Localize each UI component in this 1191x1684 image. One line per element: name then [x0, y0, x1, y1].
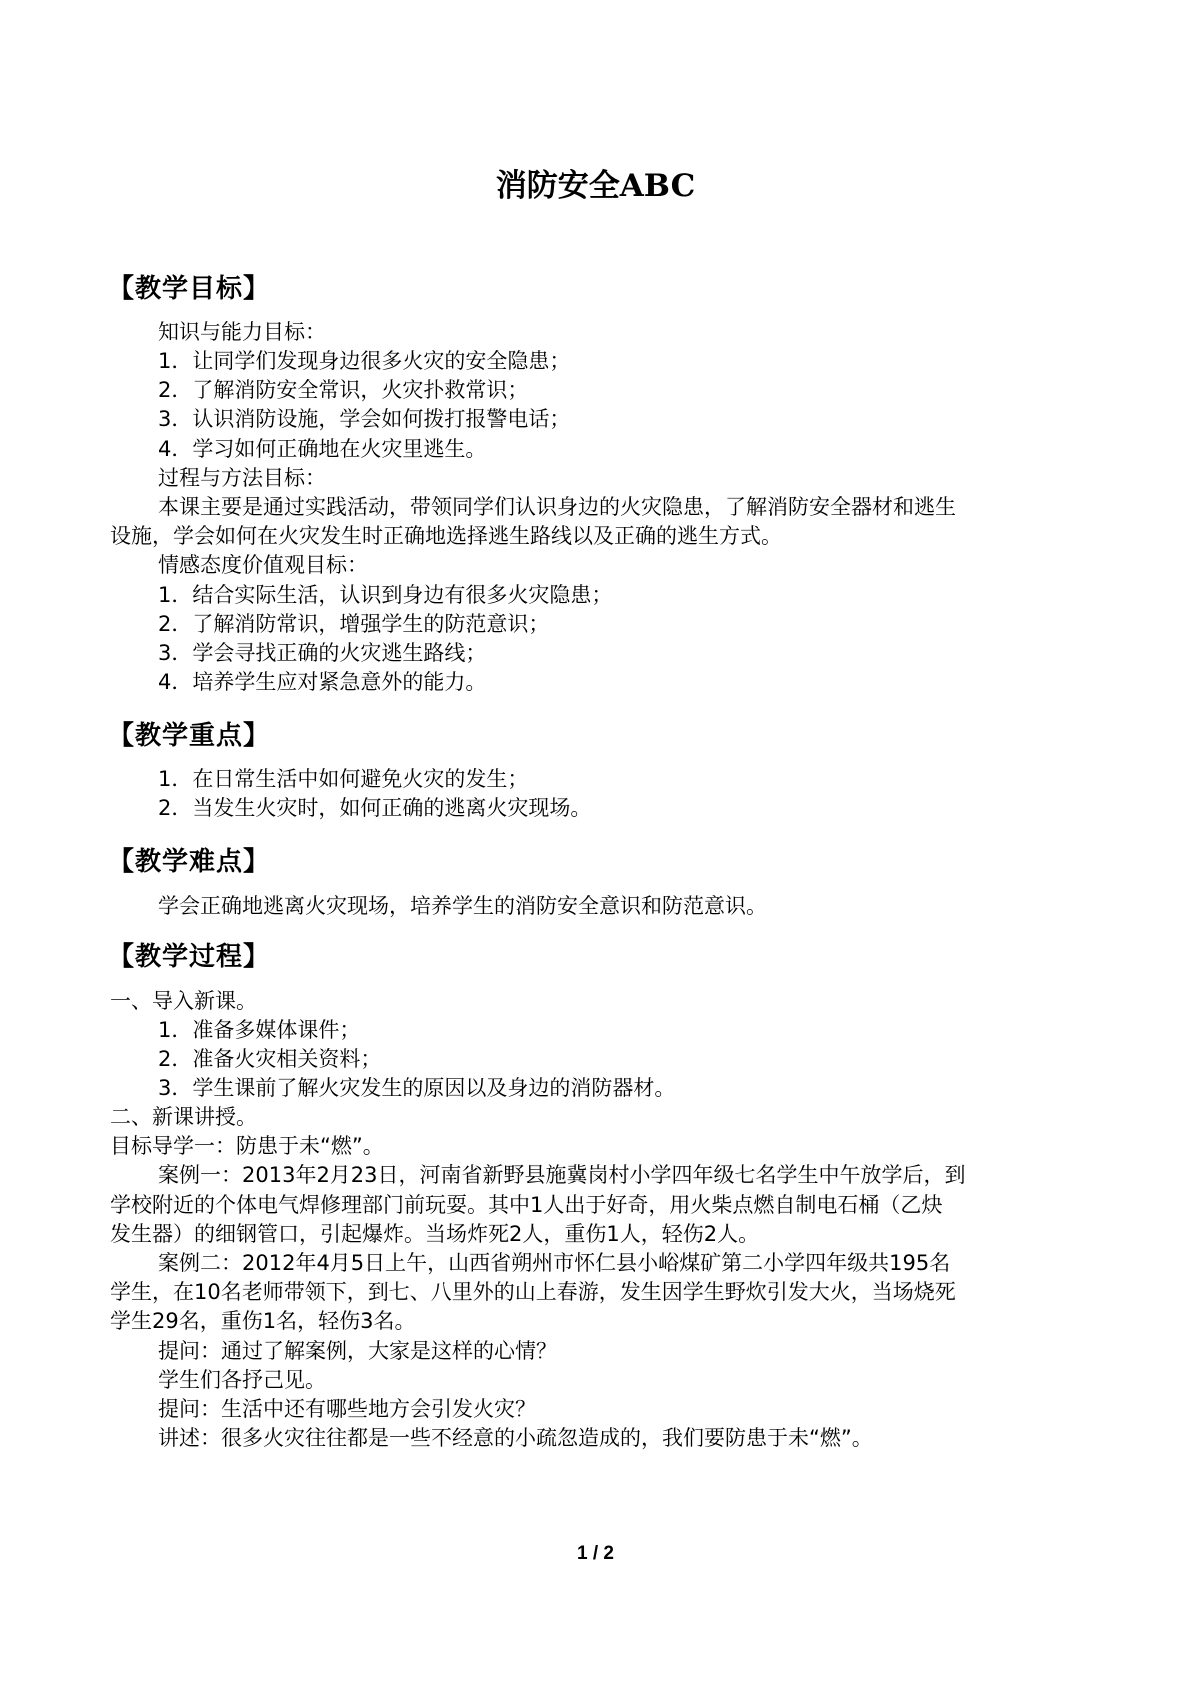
paragraph-line: 4．培养学生应对紧急意外的能力。 [158, 670, 487, 694]
paragraph-line: 4．学习如何正确地在火灾里逃生。 [158, 437, 487, 461]
paragraph-line: 1．在日常生活中如何避免火灾的发生； [158, 767, 529, 791]
paragraph-line: 设施，学会如何在火灾发生时正确地选择逃生路线以及正确的逃生方式。 [110, 524, 782, 548]
paragraph-line: 1．让同学们发现身边很多火灾的安全隐患； [158, 349, 571, 373]
paragraph-line: 2．了解消防安全常识，火灾扑救常识； [158, 378, 529, 402]
paragraph-line: 案例二：2012年4月5日上午，山西省朔州市怀仁县小峪煤矿第二小学四年级共195名 [158, 1251, 951, 1275]
paragraph-line: 一、导入新课。 [110, 989, 257, 1013]
section-heading-goals: 【教学目标】 [108, 274, 271, 304]
paragraph-line: 学校附近的个体电气焊修理部门前玩耍。其中1人出于好奇，用火柴点燃自制电石桶（乙炔 [110, 1193, 943, 1217]
paragraph-line: 讲述：很多火灾往往都是一些不经意的小疏忽造成的，我们要防患于未“燃”。 [158, 1426, 873, 1450]
paragraph-line: 二、新课讲授。 [110, 1105, 257, 1129]
paragraph-line: 1．结合实际生活，认识到身边有很多火灾隐患； [158, 583, 613, 607]
paragraph-line: 情感态度价值观目标： [158, 553, 368, 577]
section-heading-focus: 【教学重点】 [108, 721, 271, 751]
paragraph-line: 发生器）的细钢管口，引起爆炸。当场炸死2人，重伤1人，轻伤2人。 [110, 1222, 760, 1246]
paragraph-line: 学生们各抒己见。 [158, 1368, 326, 1392]
paragraph-line: 提问：生活中还有哪些地方会引发火灾？ [158, 1397, 536, 1421]
paragraph-line: 本课主要是通过实践活动，带领同学们认识身边的火灾隐患，了解消防安全器材和逃生 [158, 495, 956, 519]
section-heading-difficulty: 【教学难点】 [108, 847, 271, 877]
paragraph-line: 2．当发生火灾时，如何正确的逃离火灾现场。 [158, 796, 592, 820]
paragraph-line: 学会正确地逃离火灾现场，培养学生的消防安全意识和防范意识。 [158, 894, 767, 918]
paragraph-line: 提问：通过了解案例，大家是这样的心情？ [158, 1339, 557, 1363]
paragraph-line: 2．了解消防常识，增强学生的防范意识； [158, 612, 550, 636]
paragraph-line: 2．准备火灾相关资料； [158, 1047, 382, 1071]
paragraph-line: 3．学会寻找正确的火灾逃生路线； [158, 641, 487, 665]
document-title: 消防安全ABC [495, 168, 696, 204]
paragraph-line: 目标导学一：防患于未“燃”。 [110, 1134, 384, 1158]
paragraph-line: 学生29名，重伤1名，轻伤3名。 [110, 1309, 416, 1333]
paragraph-line: 学生，在10名老师带领下，到七、八里外的山上春游，发生因学生野炊引发大火，当场烧死 [110, 1280, 956, 1304]
paragraph-line: 3．认识消防设施，学会如何拨打报警电话； [158, 407, 571, 431]
paragraph-line: 3．学生课前了解火灾发生的原因以及身边的消防器材。 [158, 1076, 676, 1100]
page-number: 1 / 2 [577, 1543, 614, 1564]
paragraph-line: 知识与能力目标： [158, 320, 326, 344]
paragraph-line: 过程与方法目标： [158, 466, 326, 490]
section-heading-process: 【教学过程】 [108, 942, 271, 972]
paragraph-line: 1．准备多媒体课件； [158, 1018, 361, 1042]
paragraph-line: 案例一：2013年2月23日，河南省新野县施冀岗村小学四年级七名学生中午放学后，到 [158, 1163, 966, 1187]
